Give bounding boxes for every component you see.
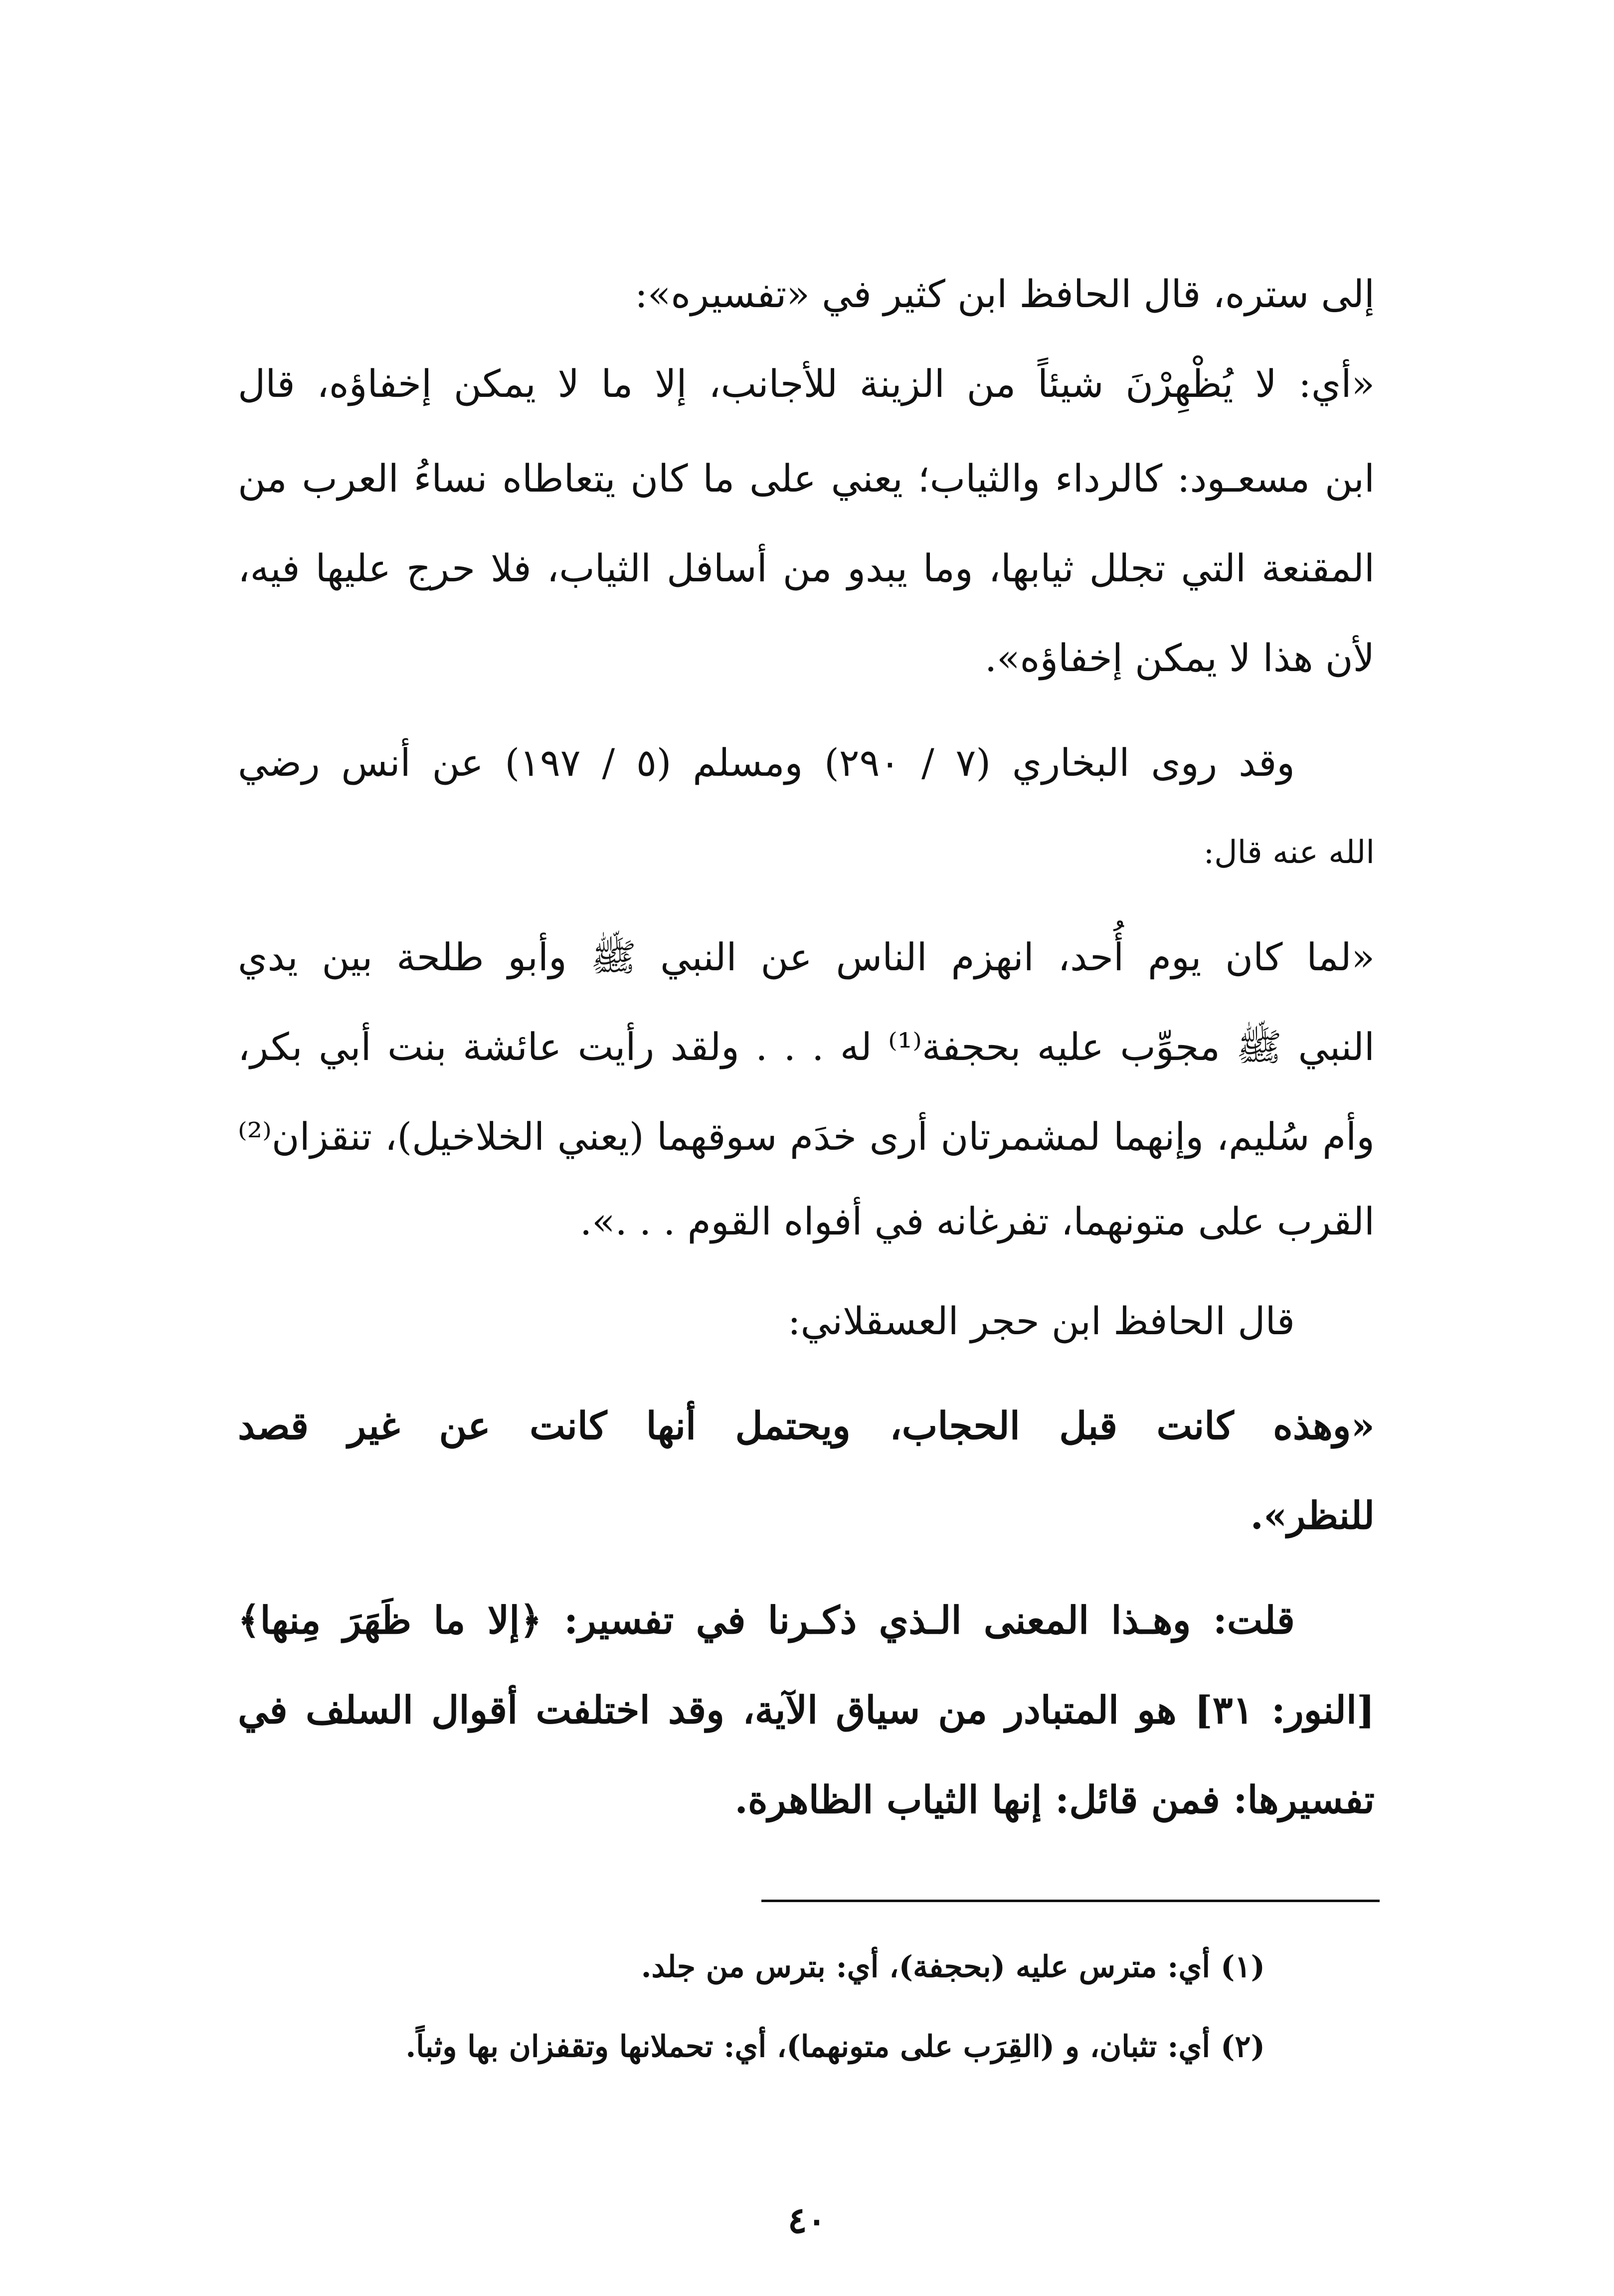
body-line-15: قلت: وهـذا المعنى الـذي ذكـرنا في تفسير: ﴿إلا ما ظَهَرَ مِنها﴾ bbox=[238, 1598, 1295, 1642]
body-line-2: «أي: لا يُظْهِرْنَ شيئاً من الزينة للأجانب، إلا ما لا يمكن إخفاؤه، قال bbox=[238, 361, 1375, 406]
body-line-14: للنظر». bbox=[1250, 1493, 1375, 1538]
body-line-6: وقد روى البخاري (٧ / ٢٩٠) ومسلم (٥ / ١٩٧) عن أنس رضي bbox=[238, 740, 1295, 785]
body-line-10: وأم سُليم، وإنهما لمشمرتان أرى خدَم سوقهما (يعني الخلاخيل)، تنقزان⁽²⁾ bbox=[238, 1114, 1375, 1159]
body-line-4: المقنعة التي تجلل ثيابها، وما يبدو من أسافل الثياب، فلا حرج عليها فيه، bbox=[238, 546, 1375, 590]
body-line-5: لأن هذا لا يمكن إخفاؤه». bbox=[984, 636, 1375, 680]
footnote-divider bbox=[761, 1900, 1380, 1902]
body-line-17: تفسيرها: فمن قائل: إنها الثياب الظاهرة. bbox=[734, 1777, 1375, 1822]
body-line-13: «وهذه كانت قبل الحجاب، ويحتمل أنها كانت عن غير قصد bbox=[238, 1404, 1375, 1448]
body-line-7: الله عنه قال: bbox=[1203, 834, 1375, 871]
body-line-1: إلى ستره، قال الحافظ ابن كثير في «تفسيره»: bbox=[635, 272, 1375, 316]
footnote-1: (١) أي: مترس عليه (بحجفة)، أي: بترس من جلد. bbox=[641, 1949, 1265, 1984]
body-line-8: «لما كان يوم أُحد، انهزم الناس عن النبي ﷺ وأبو طلحة بين يدي bbox=[238, 935, 1375, 979]
body-line-12: قال الحافظ ابن حجر العسقلاني: bbox=[787, 1299, 1295, 1343]
body-line-9: النبي ﷺ مجوِّب عليه بحجفة⁽¹⁾ له . . . ولقد رأيت عائشة بنت أبي بكر، bbox=[238, 1025, 1375, 1069]
body-line-3: ابن مسعـود: كالرداء والثياب؛ يعني على ما كان يتعاطاه نساءُ العرب من bbox=[238, 456, 1375, 501]
body-line-16: [النور: ٣١] هو المتبادر من سياق الآية، وقد اختلفت أقوال السلف في bbox=[238, 1688, 1375, 1732]
page-number: ٤٠ bbox=[787, 2199, 827, 2241]
body-line-11: القرب على متونهما، تفرغانه في أفواه القوم . . .». bbox=[580, 1199, 1375, 1243]
footnote-2: (٢) أي: تثبان، و (القِرَب على متونهما)، أي: تحملانها وتقفزان بها وثباً. bbox=[405, 2029, 1265, 2064]
